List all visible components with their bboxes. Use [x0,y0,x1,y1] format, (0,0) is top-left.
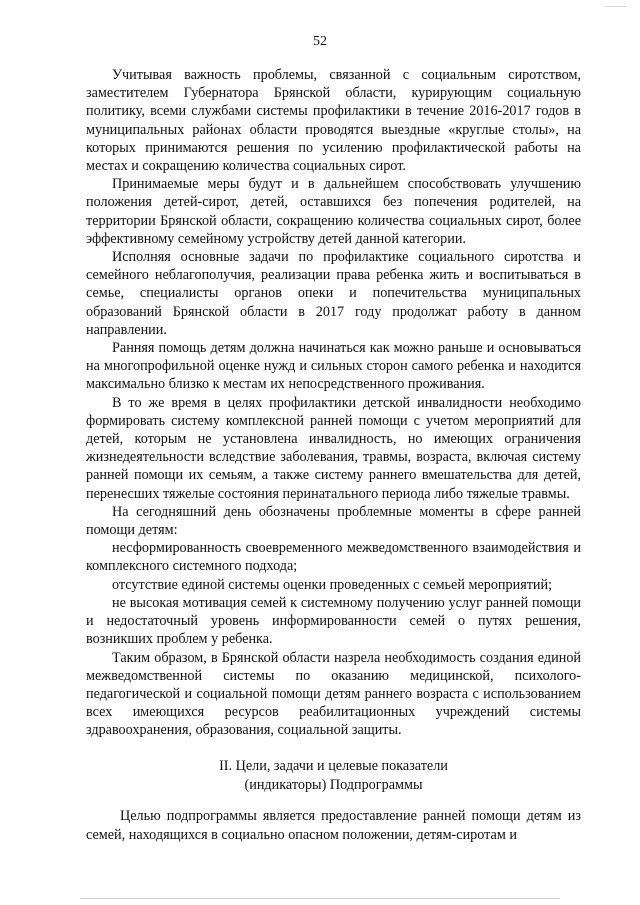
paragraph-goal: Целью подпрограммы является предоставление ранней помощи детям из семей, находящихся в социально опасном положении, детям-сиротам и [86,808,581,843]
page-number: 52 [313,34,327,49]
body-text [86,66,581,740]
paragraph-disability-prevention: В то же время в целях профилактики детской инвалидности необходимо формировать систему комплексной ранней помощи с учетом мероприятий для детей, которым не установлена инвалидность, но имеющих ограничения жизнедеятельности вследствие заболевания, травмы, возраста, включая систему ранней помощи их семьям, а также систему раннего вмешательства для детей, перенесших тяжелые состояния перинатального периода либо тяжелые травмы. [86,394,581,502]
list-item-interaction: несформированность своевременного межведомственного взаимодействия и комплексного системного подхода; [86,540,581,575]
goal-paragraph-block [86,807,581,844]
paragraph-conclusion: Таким образом, в Брянской области назрела необходимость создания единой межведомственной системы по оказанию медицинской, психолого-педагогической и социальной помощи детям раннего возраста с использованием всех имеющихся ресурсов реабилитационных учреждений системы здравоохранения, образования, социальной защиты. [86,649,581,739]
section-heading-line2: (индикаторы) Подпрограммы [244,777,423,793]
paragraph-problem-points: На сегодняшний день обозначены проблемные моменты в сфере ранней помощи детям: [86,503,581,539]
list-item-assessment: отсутствие единой системы оценки проведенных с семьей мероприятий; [112,576,553,593]
paragraph-prevention-tasks: Исполняя основные задачи по профилактике социального сиротства и семейного неблагополучия, реализации права ребенка жить и воспитываться в семье, специалисты органов опеки и попечительства муниципальных образований Брянской области в 2017 году продолжат работу в данном направлении. [86,249,581,338]
paragraph-early-help: Ранняя помощь детям должна начинаться как можно раньше и основываться на многопрофильной оценке нужд и сильных сторон самого ребенка и находится максимально близко к местам их непосредственного проживания. [86,340,581,393]
paragraph-measures: Принимаемые меры будут и в дальнейшем способствовать улучшению положения детей-сирот, детей, оставшихся без попечения родителей, на территории Брянской области, сокращению количества социальных сирот, более эффективному семейному устройству детей данной категории. [86,176,581,247]
scan-artifact [604,6,626,7]
list-item-motivation: не высокая мотивация семей к системному получению услуг ранней помощи и недостаточный уровень информированности семей о путях решения, возникших проблем у ребенка. [86,594,581,648]
paragraph-social-orphanhood: Учитывая важность проблемы, связанной с социальным сиротством, заместителем Губернатора Брянской области, курирующим социальную политику, всеми службами системы профилактики в течение 2016-2017 годов в муниципальных районах области проводятся выездные «круглые столы», на которых принимаются решения по усилению профилактической работы на местах и сокращению количества социальных сирот. [86,67,581,175]
section-heading [86,757,581,795]
scan-footer-artifact [80,898,560,899]
section-heading-line1: II. Цели, задачи и целевые показатели [219,758,448,774]
